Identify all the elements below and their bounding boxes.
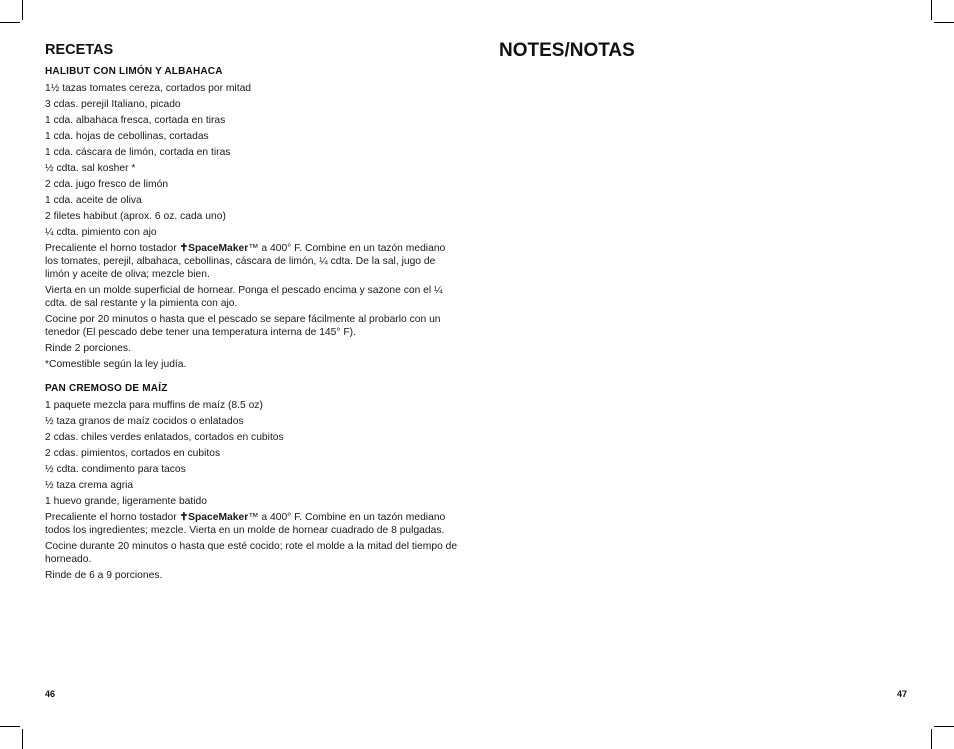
page-number-left: 46 xyxy=(45,689,56,699)
brand-name: ✝SpaceMaker xyxy=(179,512,249,523)
ingredient-list-halibut xyxy=(45,82,460,239)
ingredient-item: 2 cdas. chiles verdes enlatados, cortados en cubitos xyxy=(45,432,284,443)
recipe-yield: Rinde 2 porciones. xyxy=(45,343,131,354)
ingredient-item: ¼ cdta. pimiento con ajo xyxy=(45,227,157,238)
ingredient-item: 1 huevo grande, ligeramente batido xyxy=(45,496,208,507)
recipe-note: *Comestible según la ley judía. xyxy=(45,359,187,370)
crop-mark-top-right-h xyxy=(934,22,954,23)
brand-name: ✝SpaceMaker xyxy=(179,243,249,254)
instruction-step-1 xyxy=(45,242,460,281)
page-number-right: 47 xyxy=(897,689,908,699)
crop-mark-top-left-h xyxy=(0,22,20,23)
crop-mark-bottom-right-h xyxy=(934,726,954,727)
ingredient-item: ½ cdta. sal kosher * xyxy=(45,163,136,174)
crop-mark-bottom-left xyxy=(22,729,23,749)
recipe-yield: Rinde de 6 a 9 porciones. xyxy=(45,570,163,581)
notes-title: NOTES/NOTAS xyxy=(499,40,635,61)
crop-mark-top-right xyxy=(931,0,932,20)
ingredient-list-pan-de-maiz xyxy=(45,399,460,508)
spacer xyxy=(45,374,460,382)
ingredient-item: 1 cda. hojas de cebollinas, cortadas xyxy=(45,131,209,142)
instruction-step-2: Cocine durante 20 minutos o hasta que esté cocido; rote el molde a la mitad del tiempo de horneado. xyxy=(45,541,458,565)
instruction-step-1 xyxy=(45,511,460,537)
instruction-text: Precaliente el horno tostador xyxy=(45,512,180,523)
ingredient-item: 1 cda. albahaca fresca, cortada en tiras xyxy=(45,115,226,126)
section-title: RECETAS xyxy=(45,42,114,58)
instruction-step-3: Cocine por 20 minutos o hasta que el pescado se separe fácilmente al probarlo con un tenedor (El pescado debe tener una temperatura interna de 145° F). xyxy=(45,314,441,338)
instruction-step-2: Vierta en un molde superficial de hornear. Ponga el pescado encima y sazone con el ¼ cdta. de sal restante y la pimienta con ajo. xyxy=(45,285,443,309)
crop-mark-bottom-right xyxy=(931,729,932,749)
ingredient-item: ½ cdta. condimento para tacos xyxy=(45,464,186,475)
instruction-text: ™ a 400° F. Combine en un tazón mediano todos los ingredientes; mezcle. Vierta en un molde de hornear cuadrado de 8 pulgadas. xyxy=(45,512,446,536)
ingredient-item: 3 cdas. perejil Italiano, picado xyxy=(45,99,181,110)
left-page xyxy=(45,40,460,585)
ingredient-item: 2 filetes habibut (aprox. 6 oz. cada uno) xyxy=(45,211,226,222)
ingredient-item: ½ taza crema agria xyxy=(45,480,134,491)
instruction-text: Precaliente el horno tostador xyxy=(45,243,180,254)
ingredient-item: 1 cda. cáscara de limón, cortada en tiras xyxy=(45,147,231,158)
instruction-text: ™ a 400° F. Combine en un tazón mediano los tomates, perejil, albahaca, cebollinas, cáscara de limón, ¼ cdta. De la sal, jugo de limón y aceite de oliva; mezcle bien. xyxy=(45,243,446,280)
ingredient-item: ½ taza granos de maíz cocidos o enlatados xyxy=(45,416,244,427)
ingredient-item: 2 cdas. pimientos, cortados en cubitos xyxy=(45,448,221,459)
ingredient-item: 1 paquete mezcla para muffins de maíz (8.5 oz) xyxy=(45,400,263,411)
recipe-title-pan-de-maiz: PAN CREMOSO DE MAÍZ xyxy=(45,383,168,394)
ingredient-item: 1½ tazas tomates cereza, cortados por mitad xyxy=(45,83,252,94)
recipe-title-halibut: HALIBUT CON LIMÓN Y ALBAHACA xyxy=(45,66,223,77)
ingredient-item: 2 cda. jugo fresco de limón xyxy=(45,179,169,190)
crop-mark-top-left xyxy=(22,0,23,20)
crop-mark-bottom-left-h xyxy=(0,726,20,727)
ingredient-item: 1 cda. aceite de oliva xyxy=(45,195,142,206)
